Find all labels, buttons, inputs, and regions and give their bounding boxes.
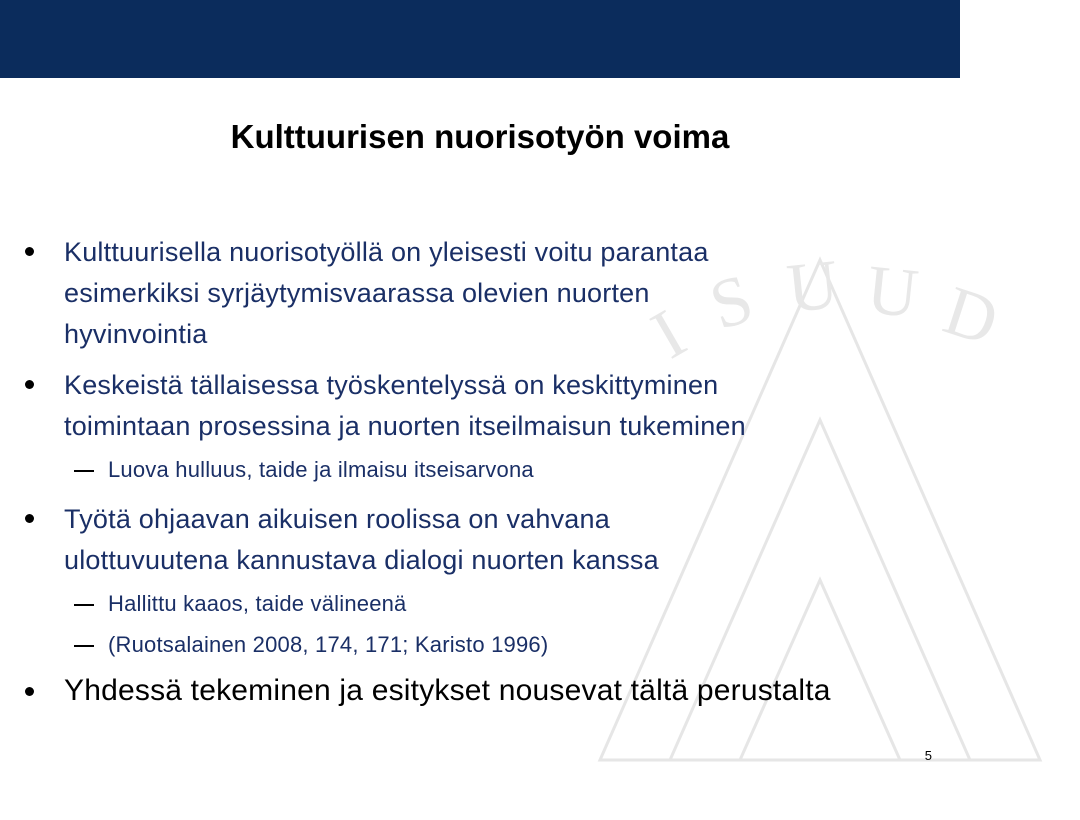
svg-text:D: D xyxy=(935,271,1007,361)
bullet-3-sub-2: (Ruotsalainen 2008, 174, 171; Karisto 1996) xyxy=(108,632,549,657)
sub-bullet-dash-icon xyxy=(74,645,94,647)
bullet-3-line-1: Työtä ohjaavan aikuisen roolissa on vahvana xyxy=(64,504,610,534)
bullet-1-line-1: Kulttuurisella nuorisotyöllä on yleisesti voitu parantaa xyxy=(64,237,709,267)
bullet-4-line-1: Yhdessä tekeminen ja esitykset nousevat tältä perustalta xyxy=(64,674,831,707)
bullet-point-icon xyxy=(25,247,34,256)
svg-text:U: U xyxy=(783,246,842,328)
slide-title: Kulttuurisen nuorisotyön voima xyxy=(230,118,730,155)
bullet-2-line-1: Keskeistä tällaisessa työskentelyssä on keskittyminen xyxy=(64,370,719,400)
svg-text:I: I xyxy=(639,295,699,374)
svg-text:U: U xyxy=(863,251,922,334)
bullet-1 xyxy=(64,232,944,355)
sub-bullet-dash-icon xyxy=(74,470,94,472)
bullet-point-icon xyxy=(25,380,34,389)
bullet-1-line-2: esimerkiksi syrjäytymisvaarassa olevien nuorten xyxy=(64,278,650,308)
bullet-3-sub-1: Hallittu kaaos, taide välineenä xyxy=(108,591,407,616)
bullet-1-line-3: hyvinvointia xyxy=(64,319,208,349)
bullet-2 xyxy=(64,365,944,447)
bullet-3 xyxy=(64,499,944,581)
svg-text:S: S xyxy=(701,259,762,346)
bullet-point-icon xyxy=(25,687,34,696)
bullet-4 xyxy=(64,670,944,711)
bullet-2-line-2: toimintaan prosessina ja nuorten itseilmaisun tukeminen xyxy=(64,411,746,441)
bullet-2-sub-1: Luova hulluus, taide ja ilmaisu itseisarvona xyxy=(108,457,534,482)
bullet-3-line-2: ulottuvuutena kannustava dialogi nuorten kanssa xyxy=(64,545,659,575)
sub-bullet-dash-icon xyxy=(74,604,94,606)
page-number: 5 xyxy=(924,748,932,763)
bullet-point-icon xyxy=(25,514,34,523)
